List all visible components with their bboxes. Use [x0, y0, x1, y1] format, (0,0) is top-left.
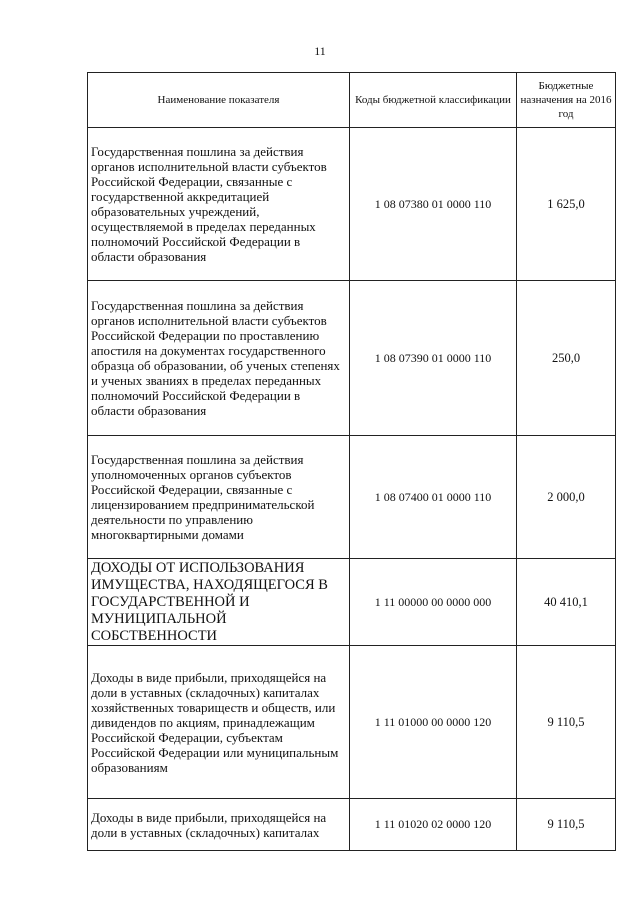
row-amount: 9 110,5	[517, 799, 616, 851]
budget-table	[87, 72, 616, 851]
row-name: ДОХОДЫ ОТ ИСПОЛЬЗОВАНИЯ ИМУЩЕСТВА, НАХОДЯЩЕГОСЯ В ГОСУДАРСТВЕННОЙ И МУНИЦИПАЛЬНОЙ СОБСТВЕННОСТИ	[88, 559, 350, 646]
row-amount: 1 625,0	[517, 128, 616, 281]
row-amount: 2 000,0	[517, 436, 616, 559]
table-header-row	[88, 73, 616, 128]
row-code: 1 08 07390 01 0000 110	[350, 281, 517, 436]
table-row	[88, 128, 616, 281]
header-amount: Бюджетные назначения на 2016 год	[517, 73, 616, 128]
table-row	[88, 559, 616, 646]
row-name: Доходы в виде прибыли, приходящейся на доли в уставных (складочных) капиталах	[88, 799, 350, 851]
row-amount: 9 110,5	[517, 646, 616, 799]
header-name: Наименование показателя	[88, 73, 350, 128]
page-number: 11	[314, 44, 326, 58]
row-code: 1 08 07400 01 0000 110	[350, 436, 517, 559]
row-name: Государственная пошлина за действия органов исполнительной власти субъектов Российской Федерации по проставлению апостиля на документах государственного образца об образовании, об ученых степенях и ученых званиях в пределах переданных полномочий Российской Федерации в области образования	[88, 281, 350, 436]
row-amount: 250,0	[517, 281, 616, 436]
row-name: Государственная пошлина за действия уполномоченных органов субъектов Российской Федерации, связанные с лицензированием предпринимательской деятельности по управлению многоквартирными домами	[88, 436, 350, 559]
row-code: 1 11 01020 02 0000 120	[350, 799, 517, 851]
header-code: Коды бюджетной классификации	[350, 73, 517, 128]
row-code: 1 11 00000 00 0000 000	[350, 559, 517, 646]
table-row	[88, 799, 616, 851]
table-row	[88, 436, 616, 559]
table-row	[88, 646, 616, 799]
table-row	[88, 281, 616, 436]
row-code: 1 08 07380 01 0000 110	[350, 128, 517, 281]
row-amount: 40 410,1	[517, 559, 616, 646]
row-name: Доходы в виде прибыли, приходящейся на доли в уставных (складочных) капиталах хозяйственных товариществ и обществ, или дивидендов по акциям, принадлежащим Российской Федерации, субъектам Российской Федерации или муниципальным образованиям	[88, 646, 350, 799]
row-code: 1 11 01000 00 0000 120	[350, 646, 517, 799]
row-name: Государственная пошлина за действия органов исполнительной власти субъектов Российской Федерации, связанные с государственной аккредитацией образовательных учреждений, осуществляемой в пределах переданных полномочий Российской Федерации в области образования	[88, 128, 350, 281]
